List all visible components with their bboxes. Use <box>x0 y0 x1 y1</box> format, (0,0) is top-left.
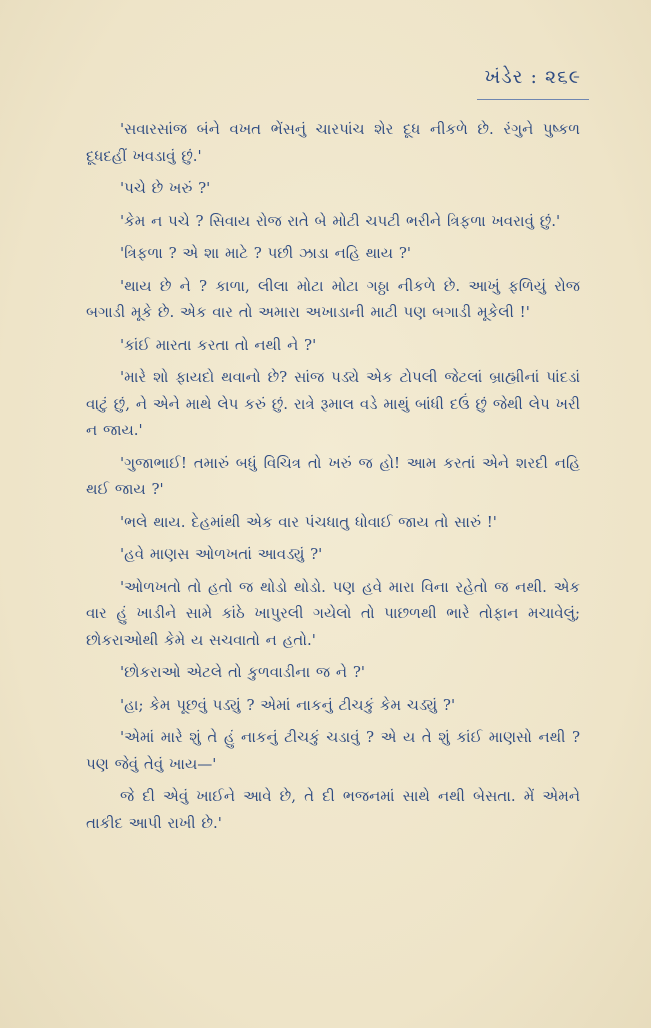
paragraph: 'ભલે થાય. દેહમાંથી એક વાર પંચધાતુ ધોવાઈ જાય તો સારું !' <box>120 512 497 531</box>
paragraph: જે દી એવું ખાઈને આવે છે, તે દી ભજનમાં સાથે નથી બેસતા. મેં એમને તાકીદ આપી રાખી છે.' <box>86 787 580 832</box>
paragraph: 'છોકરાઓ એટલે તો કુળવાડીના જ ને ?' <box>120 663 365 681</box>
paragraph: 'મારે શો ફાયદો થવાનો છે? સાંજ પડ્યે એક ટોપલી જેટલાં બ્રાહ્મીનાં પાંદડાં વાટું છું, ને એને માથે લેપ કરું છું. રાત્રે રૂમાલ વડે માથું બાંધી દઉં છું જેથી લેપ ખરી ન જાય.' <box>86 368 580 439</box>
paragraph: 'હવે માણસ ઓળખતાં આવડ્યું ?' <box>120 545 323 563</box>
paragraph: 'ઓળખતો તો હતો જ થોડો થોડો. પણ હવે મારા વિના રહેતો જ નથી. એક વાર હું ખાડીને સામે કાંઠે ખાપુરલી ગયેલો તો પાછળથી ભારે તોફાન મચાવેલું; છોકરાઓથી કેમે ય સચવાતો ન હતો.' <box>86 577 580 649</box>
paragraph: 'પચે છે ખરું ?' <box>120 179 211 197</box>
header-underline <box>477 99 589 100</box>
paragraph: 'થાય છે ને ? કાળા, લીલા મોટા મોટા ગઠ્ઠા નીકળે છે. આખું ફળિયું રોજ બગાડી મૂકે છે. એક વાર તો અમારા અખાડાની માટી પણ બગાડી મૂકેલી !' <box>86 276 580 321</box>
page-body <box>86 116 580 842</box>
paragraph: 'કેમ ન પચે ? સિવાય રોજ રાતે બે મોટી ચપટી ભરીને ત્રિફળા ખવરાવું છું.' <box>120 211 561 230</box>
paragraph: 'સવારસાંજ બંને વખત ભેંસનું ચારપાંચ શેર દૂધ નીકળે છે. રંગુને પુષ્કળ દૂધદહીં ખવડાવું છું.' <box>86 120 580 165</box>
paragraph: 'એમાં મારે શું તે હું નાકનું ટીચકું ચડાવું ? એ ય તે શું કાંઈ માણસો નથી ? પણ જેવું તેવું ખાય—' <box>86 728 580 773</box>
paragraph: 'ત્રિફળા ? એ શા માટે ? પછી ઝાડા નહિ થાય ?' <box>120 244 412 262</box>
paragraph: 'ગુજાભાઈ! તમારું બધું વિચિત્ર તો ખરું જ હો! આમ કરતાં એને શરદી નહિ થઈ જાય ?' <box>86 453 580 498</box>
running-header: ખંડેર : ૨૬૯ <box>484 66 581 88</box>
paragraph: 'હા; કેમ પૂછવું પડ્યું ? એમાં નાકનું ટીચકું કેમ ચડ્યું ?' <box>120 695 456 714</box>
paragraph: 'કાંઈ મારતા કરતા તો નથી ને ?' <box>120 335 317 354</box>
